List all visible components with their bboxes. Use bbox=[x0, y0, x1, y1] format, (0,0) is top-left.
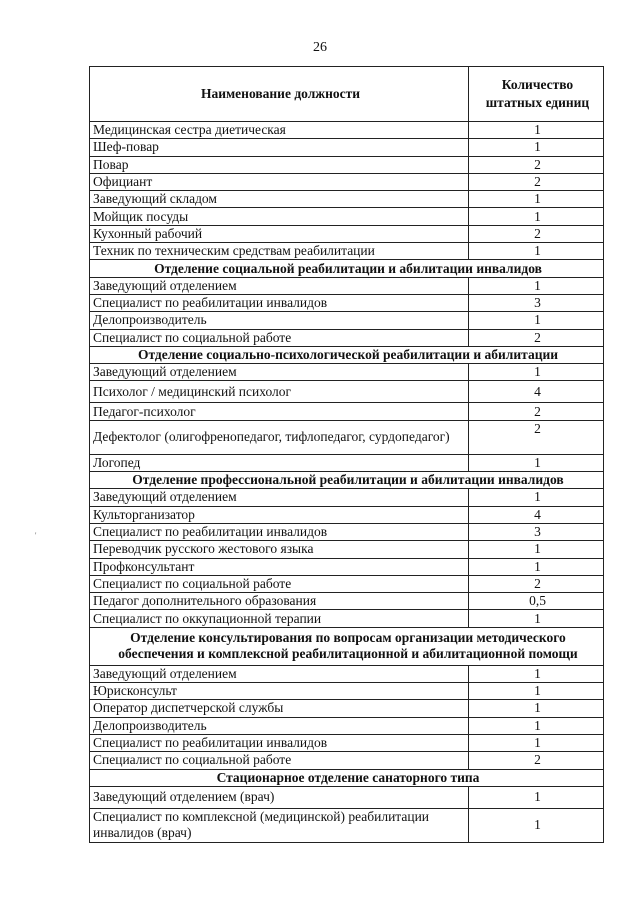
position-name: Шеф-повар bbox=[90, 139, 469, 156]
section-title: Отделение профессиональной реабилитации и абилитации инвалидов bbox=[90, 472, 604, 489]
table-row bbox=[90, 786, 604, 808]
position-name: Специалист по комплексной (медицинской) реабилитации инвалидов (врач) bbox=[90, 808, 469, 842]
table-row bbox=[90, 156, 604, 173]
position-name: Профконсультант bbox=[90, 558, 469, 575]
section-title: Отделение социальной реабилитации и абилитации инвалидов bbox=[90, 260, 604, 277]
position-name: Заведующий отделением bbox=[90, 277, 469, 294]
staff-quantity: 1 bbox=[469, 364, 604, 381]
header-position-name: Наименование должности bbox=[90, 67, 469, 122]
position-name: Переводчик русского жестового языка bbox=[90, 541, 469, 558]
table-row bbox=[90, 364, 604, 381]
table-row bbox=[90, 734, 604, 751]
position-name: Дефектолог (олигофренопедагог, тифлопедагог, сурдопедагог) bbox=[90, 420, 469, 454]
staff-quantity: 1 bbox=[469, 122, 604, 139]
table-row bbox=[90, 294, 604, 311]
table-row bbox=[90, 752, 604, 769]
position-name: Логопед bbox=[90, 454, 469, 471]
section-row bbox=[90, 260, 604, 277]
staff-quantity: 1 bbox=[469, 610, 604, 627]
staff-quantity: 2 bbox=[469, 225, 604, 242]
table-row bbox=[90, 191, 604, 208]
position-name: Заведующий отделением (врач) bbox=[90, 786, 469, 808]
position-name: Заведующий отделением bbox=[90, 364, 469, 381]
staff-quantity: 3 bbox=[469, 523, 604, 540]
section-row bbox=[90, 346, 604, 363]
staff-quantity: 1 bbox=[469, 808, 604, 842]
table-row bbox=[90, 506, 604, 523]
position-name: Педагог-психолог bbox=[90, 403, 469, 420]
staff-quantity: 3 bbox=[469, 294, 604, 311]
table-row bbox=[90, 420, 604, 454]
section-row bbox=[90, 472, 604, 489]
table-row bbox=[90, 665, 604, 682]
table-row bbox=[90, 593, 604, 610]
staff-quantity: 1 bbox=[469, 717, 604, 734]
position-name: Медицинская сестра диетическая bbox=[90, 122, 469, 139]
table-row bbox=[90, 312, 604, 329]
staff-quantity: 1 bbox=[469, 700, 604, 717]
position-name: Специалист по реабилитации инвалидов bbox=[90, 294, 469, 311]
staff-quantity: 1 bbox=[469, 208, 604, 225]
table-header-row bbox=[90, 67, 604, 122]
position-name: Специалист по социальной работе bbox=[90, 752, 469, 769]
table-row bbox=[90, 403, 604, 420]
position-name: Культорганизатор bbox=[90, 506, 469, 523]
position-name: Заведующий отделением bbox=[90, 665, 469, 682]
staff-quantity: 1 bbox=[469, 139, 604, 156]
section-row bbox=[90, 769, 604, 786]
position-name: Официант bbox=[90, 173, 469, 190]
position-name: Специалист по оккупационной терапии bbox=[90, 610, 469, 627]
position-name: Мойщик посуды bbox=[90, 208, 469, 225]
position-name: Кухонный рабочий bbox=[90, 225, 469, 242]
section-row bbox=[90, 627, 604, 665]
staff-quantity: 1 bbox=[469, 665, 604, 682]
position-name: Заведующий складом bbox=[90, 191, 469, 208]
staff-quantity: 1 bbox=[469, 454, 604, 471]
table-row bbox=[90, 122, 604, 139]
header-quantity-line1: Количество bbox=[501, 77, 574, 92]
table-row bbox=[90, 808, 604, 842]
staffing-table bbox=[89, 66, 604, 843]
staff-quantity: 0,5 bbox=[469, 593, 604, 610]
table-row bbox=[90, 558, 604, 575]
staff-quantity: 1 bbox=[469, 312, 604, 329]
section-title: Отделение социально-психологической реабилитации и абилитации bbox=[90, 346, 604, 363]
table-row bbox=[90, 541, 604, 558]
staff-quantity: 1 bbox=[469, 786, 604, 808]
staff-quantity: 2 bbox=[469, 752, 604, 769]
staff-quantity: 2 bbox=[469, 329, 604, 346]
header-quantity bbox=[469, 67, 604, 122]
table-row bbox=[90, 454, 604, 471]
position-name: Делопроизводитель bbox=[90, 312, 469, 329]
table-row bbox=[90, 243, 604, 260]
table-row bbox=[90, 173, 604, 190]
position-name: Специалист по социальной работе bbox=[90, 575, 469, 592]
table-row bbox=[90, 489, 604, 506]
table-row bbox=[90, 610, 604, 627]
table-row bbox=[90, 523, 604, 540]
section-title: Отделение консультирования по вопросам организации методического обеспечения и комплексной реабилитационной и абилитационной помощи bbox=[90, 627, 604, 665]
table-row bbox=[90, 225, 604, 242]
section-title: Стационарное отделение санаторного типа bbox=[90, 769, 604, 786]
staff-quantity: 2 bbox=[469, 420, 604, 454]
position-name: Делопроизводитель bbox=[90, 717, 469, 734]
staff-quantity: 2 bbox=[469, 156, 604, 173]
staff-quantity: 1 bbox=[469, 489, 604, 506]
position-name: Повар bbox=[90, 156, 469, 173]
table-row bbox=[90, 700, 604, 717]
position-name: Специалист по социальной работе bbox=[90, 329, 469, 346]
position-name: Специалист по реабилитации инвалидов bbox=[90, 734, 469, 751]
staff-quantity: 2 bbox=[469, 575, 604, 592]
staff-quantity: 4 bbox=[469, 506, 604, 523]
table-body bbox=[90, 122, 604, 843]
position-name: Педагог дополнительного образования bbox=[90, 593, 469, 610]
staff-quantity: 1 bbox=[469, 243, 604, 260]
staff-quantity: 1 bbox=[469, 734, 604, 751]
staff-quantity: 4 bbox=[469, 381, 604, 403]
position-name: Специалист по реабилитации инвалидов bbox=[90, 523, 469, 540]
table-row bbox=[90, 683, 604, 700]
table-row bbox=[90, 381, 604, 403]
staff-quantity: 1 bbox=[469, 277, 604, 294]
table-row bbox=[90, 717, 604, 734]
position-name: Психолог / медицинский психолог bbox=[90, 381, 469, 403]
scan-mark: ' bbox=[35, 531, 37, 540]
staff-quantity: 1 bbox=[469, 541, 604, 558]
staff-quantity: 2 bbox=[469, 403, 604, 420]
header-quantity-line2: штатных единиц bbox=[485, 95, 590, 110]
staff-quantity: 1 bbox=[469, 683, 604, 700]
table-row bbox=[90, 139, 604, 156]
staff-quantity: 1 bbox=[469, 558, 604, 575]
position-name: Юрисконсульт bbox=[90, 683, 469, 700]
staff-quantity: 2 bbox=[469, 173, 604, 190]
table-row bbox=[90, 329, 604, 346]
table-row bbox=[90, 208, 604, 225]
position-name: Заведующий отделением bbox=[90, 489, 469, 506]
position-name: Техник по техническим средствам реабилитации bbox=[90, 243, 469, 260]
table-row bbox=[90, 277, 604, 294]
position-name: Оператор диспетчерской службы bbox=[90, 700, 469, 717]
staff-quantity: 1 bbox=[469, 191, 604, 208]
page-number: 26 bbox=[313, 40, 327, 55]
table-row bbox=[90, 575, 604, 592]
